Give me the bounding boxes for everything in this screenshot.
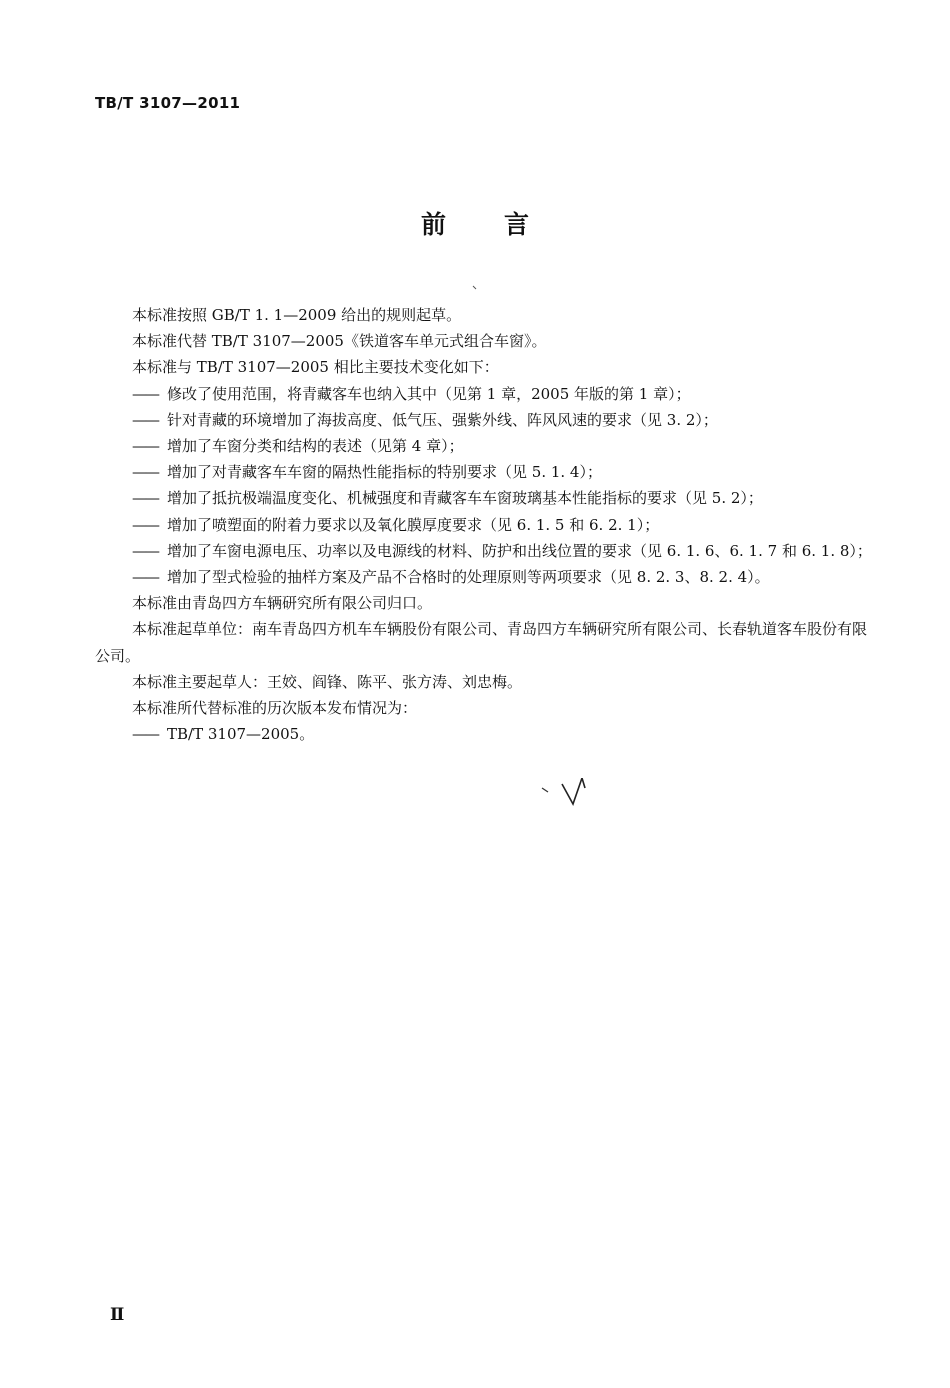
foreword-body: [95, 302, 880, 747]
list-item: [95, 564, 880, 590]
list-item-text: 针对青藏的环境增加了海拔高度、低气压、强紫外线、阵风风速的要求（见 3. 2）；: [167, 410, 718, 429]
list-item-text: 增加了车窗分类和结构的表述（见第 4 章）；: [167, 437, 464, 456]
paragraph-replaces: 本标准代替 TB/T 3107—2005《铁道客车单元式组合车窗》。: [132, 332, 547, 351]
paragraph-drafters: 本标准主要起草人：王姣、阎锋、陈平、张方涛、刘忠梅。: [132, 672, 523, 691]
list-item: [95, 485, 880, 511]
scan-speck: [472, 276, 478, 295]
list-item-text: 修改了使用范围，将青藏客车也纳入其中（见第 1 章，2005 年版的第 1 章）；: [167, 384, 691, 403]
list-item-text: 增加了喷塑面的附着力要求以及氧化膜厚度要求（见 6. 1. 5 和 6. 2. 1）；: [167, 515, 660, 534]
list-item-text: 增加了对青藏客车车窗的隔热性能指标的特别要求（见 5. 1. 4）；: [167, 463, 602, 482]
list-item: [95, 459, 880, 485]
list-item-text: 增加了抵抗极端温度变化、机械强度和青藏客车车窗玻璃基本性能指标的要求（见 5. 2）；: [167, 489, 763, 508]
list-item: [95, 433, 880, 459]
dash-marker: ——: [132, 384, 158, 403]
document-header-id: TB/T 3107—2011: [95, 94, 241, 112]
paragraph-history-intro: 本标准所代替标准的历次版本发布情况为：: [132, 699, 418, 718]
paragraph-drafting-units: 本标准起草单位：南车青岛四方机车车辆股份有限公司、青岛四方车辆研究所有限公司、长春轨道客车股份有限公司。: [95, 620, 868, 665]
paragraph-drafting-rules: 本标准按照 GB/T 1. 1—2009 给出的规则起草。: [132, 306, 462, 324]
list-item: [95, 407, 880, 433]
list-item: [95, 538, 880, 564]
version-item-text: TB/T 3107—2005。: [167, 725, 315, 744]
paragraph-changes-intro: 本标准与 TB/T 3107—2005 相比主要技术变化如下：: [132, 358, 499, 377]
dash-marker: ——: [132, 437, 158, 456]
dash-marker: ——: [132, 463, 158, 482]
list-item: [95, 512, 880, 538]
list-item-text: 增加了车窗电源电压、功率以及电源线的材料、防护和出线位置的要求（见 6. 1. 6、6. 1. 7 和 6. 1. 8）；: [167, 541, 872, 560]
paragraph-responsible-org: 本标准由青岛四方车辆研究所有限公司归口。: [132, 594, 433, 613]
dash-marker: ——: [132, 515, 158, 534]
dash-marker: ——: [132, 725, 158, 744]
version-item: [95, 721, 880, 747]
dash-marker: ——: [132, 568, 158, 587]
list-item-text: 增加了型式检验的抽样方案及产品不合格时的处理原则等两项要求（见 8. 2. 3、8. 2. 4）。: [167, 568, 770, 587]
changes-list: [95, 381, 880, 591]
page-title: 前言: [420, 210, 587, 239]
dash-marker: ——: [132, 410, 158, 429]
handwritten-check-mark: [538, 778, 598, 812]
list-item: [95, 381, 880, 407]
dash-marker: ——: [132, 489, 158, 508]
page-number: Ⅱ: [110, 1305, 125, 1325]
dash-marker: ——: [132, 541, 158, 560]
